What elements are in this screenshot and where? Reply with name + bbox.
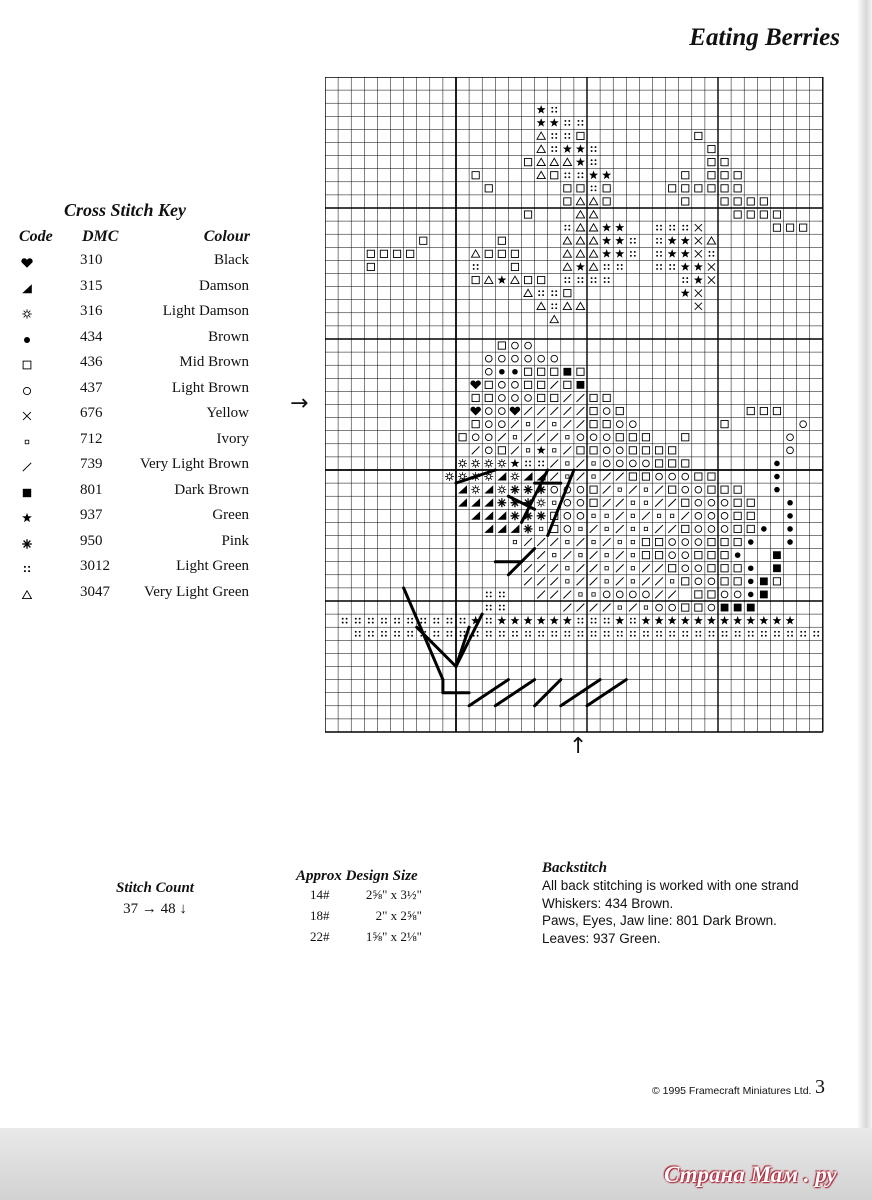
key-col-colour: Colour bbox=[203, 228, 250, 245]
key-dmc-number: 937 bbox=[80, 507, 103, 523]
key-heading: Cross Stitch Key bbox=[64, 200, 187, 220]
design-dimensions: 2" x 2⅝" bbox=[375, 908, 422, 923]
key-dmc-number: 739 bbox=[80, 456, 103, 472]
half-triangle-icon bbox=[16, 280, 38, 296]
design-dimensions: 2⅝" x 3½" bbox=[365, 887, 422, 902]
key-row bbox=[16, 456, 256, 482]
key-colour-name: Mid Brown bbox=[179, 354, 249, 370]
key-row bbox=[16, 303, 256, 329]
backstitch-line: Leaves: 937 Green. bbox=[542, 930, 661, 946]
key-dmc-number: 315 bbox=[80, 277, 103, 294]
stitch-count-heading: Stitch Count bbox=[116, 880, 194, 896]
key-row bbox=[16, 405, 256, 431]
key-dmc-number: 3012 bbox=[80, 558, 110, 574]
key-colour-name: Black bbox=[214, 252, 249, 268]
design-size-heading: Approx Design Size bbox=[296, 868, 418, 884]
design-size-row bbox=[296, 906, 446, 927]
key-colour-name: Damson bbox=[199, 277, 249, 294]
key-colour-name: Green bbox=[212, 507, 249, 523]
circle-icon bbox=[16, 382, 38, 398]
key-colour-name: Light Green bbox=[176, 558, 249, 574]
backstitch-line: Whiskers: 434 Brown. bbox=[542, 895, 674, 911]
key-dmc-number: 310 bbox=[80, 252, 103, 268]
star-icon bbox=[16, 509, 38, 525]
stitch-count bbox=[100, 880, 210, 918]
key-row bbox=[16, 278, 256, 304]
key-colour-name: Pink bbox=[221, 532, 249, 549]
page-title: Eating Berries bbox=[689, 24, 840, 51]
key-row bbox=[16, 354, 256, 380]
key-row bbox=[16, 558, 256, 584]
key-dmc-number: 676 bbox=[80, 405, 103, 421]
dot-icon bbox=[16, 331, 38, 347]
key-table bbox=[16, 252, 256, 609]
key-col-code: Code bbox=[19, 228, 53, 245]
key-row bbox=[16, 507, 256, 533]
key-row bbox=[16, 431, 256, 457]
small-square-icon bbox=[16, 433, 38, 449]
backstitch-notes bbox=[542, 860, 822, 947]
key-row bbox=[16, 584, 256, 610]
triangle-icon bbox=[16, 586, 38, 602]
key-row bbox=[16, 329, 256, 355]
asterisk-icon bbox=[16, 535, 38, 551]
page-edge-shadow bbox=[858, 0, 872, 1130]
key-dmc-number: 950 bbox=[80, 532, 103, 549]
backstitch-line: All back stitching is worked with one strand bbox=[542, 878, 799, 893]
key-colour-name: Dark Brown bbox=[174, 481, 249, 498]
center-arrow-left: → bbox=[290, 391, 309, 416]
key-row bbox=[16, 482, 256, 508]
key-colour-name: Light Damson bbox=[162, 303, 249, 319]
filled-square-icon bbox=[16, 484, 38, 500]
key-dmc-number: 801 bbox=[80, 481, 103, 498]
key-col-dmc: DMC bbox=[82, 228, 119, 245]
key-row bbox=[16, 252, 256, 278]
design-size bbox=[296, 868, 446, 948]
design-dimensions: 1⅝" x 2⅛" bbox=[365, 929, 422, 944]
center-arrow-bottom: ↑ bbox=[569, 734, 588, 759]
key-colour-name: Brown bbox=[208, 328, 249, 345]
stitch-count-value: 37 → 48 ↓ bbox=[123, 901, 187, 917]
fabric-count: 14# bbox=[310, 887, 330, 902]
key-row bbox=[16, 533, 256, 559]
fabric-count: 18# bbox=[310, 908, 330, 923]
key-colour-name: Very Light Brown bbox=[139, 456, 249, 472]
key-dmc-number: 712 bbox=[80, 430, 103, 447]
key-colour-name: Ivory bbox=[216, 430, 249, 447]
key-dmc-number: 434 bbox=[80, 328, 103, 345]
page-number: 3 bbox=[815, 1076, 825, 1098]
chart-symbols bbox=[342, 105, 819, 637]
fabric-count: 22# bbox=[310, 929, 330, 944]
key-dmc-number: 437 bbox=[80, 379, 103, 396]
key-dmc-number: 3047 bbox=[80, 583, 110, 600]
backstitch-heading: Backstitch bbox=[542, 860, 608, 876]
key-dmc-number: 436 bbox=[80, 354, 103, 370]
key-colour-name: Very Light Green bbox=[144, 583, 249, 600]
key-colour-name: Yellow bbox=[206, 405, 249, 421]
chart-grid bbox=[325, 77, 823, 732]
cross-icon bbox=[16, 407, 38, 423]
key-dmc-number: 316 bbox=[80, 303, 103, 319]
sparkle-icon bbox=[16, 305, 38, 321]
cross-stitch-chart bbox=[325, 77, 835, 734]
key-colour-name: Light Brown bbox=[171, 379, 249, 396]
copyright: © 1995 Framecraft Miniatures Ltd. bbox=[652, 1085, 812, 1097]
watermark-logo: Страна Мам . ру bbox=[664, 1162, 837, 1187]
four-dots-icon bbox=[16, 560, 38, 576]
design-size-row bbox=[296, 885, 446, 906]
heart-icon bbox=[16, 254, 38, 270]
key-row bbox=[16, 380, 256, 406]
square-icon bbox=[16, 356, 38, 372]
slash-icon bbox=[16, 458, 38, 474]
backstitch-line: Paws, Eyes, Jaw line: 801 Dark Brown. bbox=[542, 913, 777, 928]
design-size-row bbox=[296, 927, 446, 948]
